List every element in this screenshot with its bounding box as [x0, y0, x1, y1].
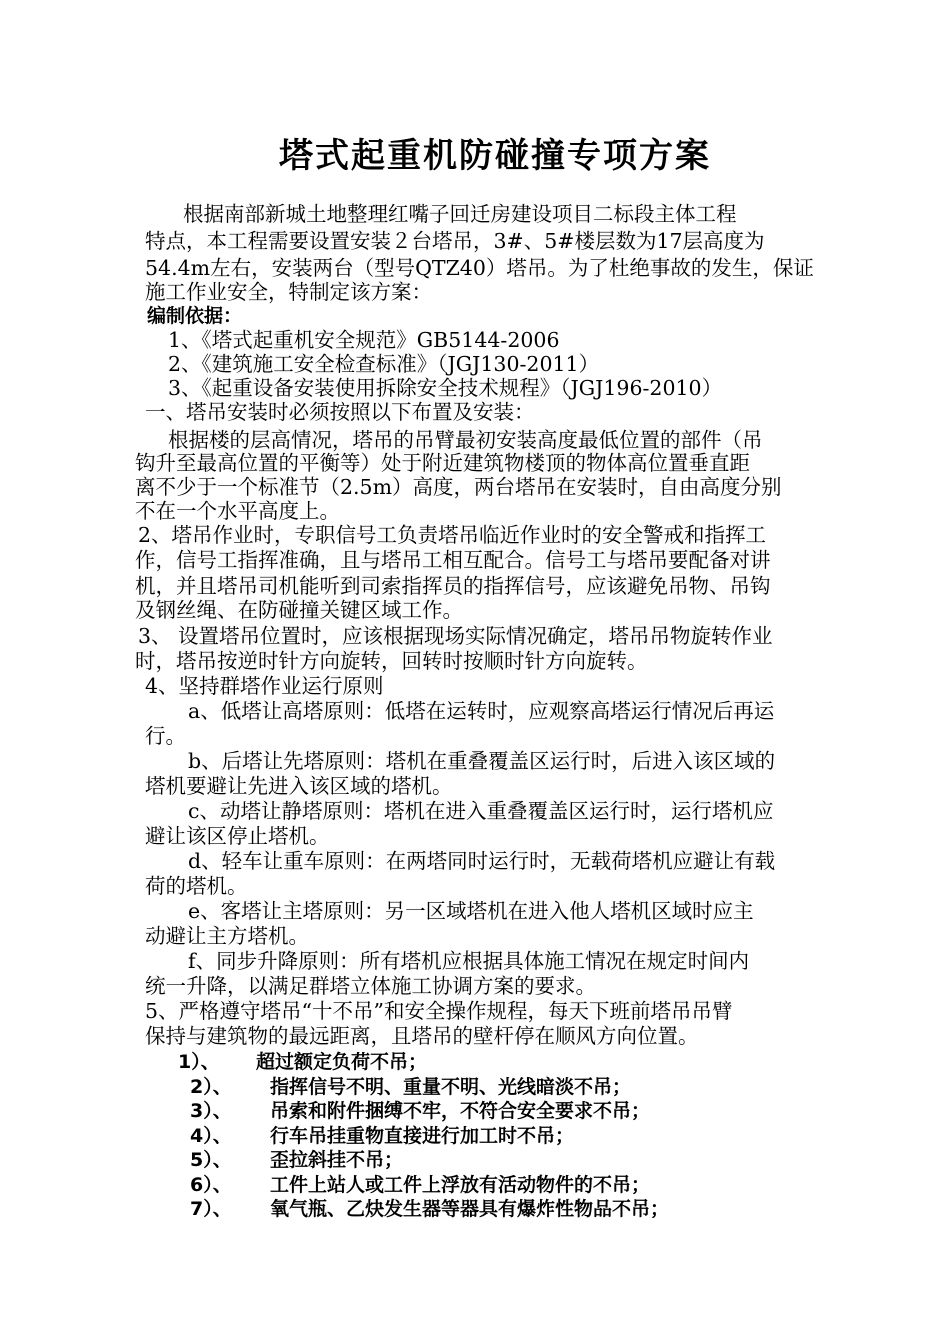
intro-line: 施工作业安全，特制定该方案： — [145, 280, 432, 304]
rule-item — [190, 1099, 650, 1123]
section3-line: 3、 设置塔吊位置时，应该根据现场实际情况确定，塔吊吊物旋转作业 — [138, 624, 773, 648]
principle-line: 避让该区停止塔机。 — [145, 824, 330, 848]
section2-line: 2、塔吊作业时，专职信号工负责塔吊临近作业时的安全警戒和指挥工 — [138, 523, 767, 547]
rule-item — [190, 1124, 574, 1148]
intro-line: 54.4m左右，安装两台（型号QTZ40）塔吊。为了杜绝事故的发生，保证 — [145, 256, 814, 280]
rule-text: 指挥信号不明、重量不明、光线暗淡不吊； — [270, 1076, 632, 1098]
rule-text: 工件上站人或工件上浮放有活动物件的不吊； — [270, 1174, 651, 1196]
rule-number: 1）、 — [178, 1051, 220, 1073]
section5-line: 保持与建筑物的最远距离，且塔吊的壁杆停在顺风方向位置。 — [145, 1024, 699, 1048]
principle-line: d、轻车让重车原则：在两塔同时运行时，无载荷塔机应避让有载 — [188, 849, 776, 873]
rule-text: 氧气瓶、乙炔发生器等器具有爆炸性物品不吊； — [270, 1198, 670, 1220]
principle-line: 行。 — [145, 724, 186, 748]
rule-item — [190, 1197, 669, 1221]
rule-number: 2）、 — [190, 1076, 232, 1098]
basis-item: 1、《塔式起重机安全规范》GB5144-2006 — [168, 328, 560, 352]
rule-item — [178, 1050, 427, 1074]
rule-text: 行车吊挂重物直接进行加工时不吊； — [270, 1125, 575, 1147]
section2-line: 及钢丝绳、在防碰撞关键区域工作。 — [135, 598, 463, 622]
rule-number: 7）、 — [190, 1198, 232, 1220]
principle-line: 塔机要避让先进入该区域的塔机。 — [145, 774, 453, 798]
rule-text: 超过额定负荷不吊； — [256, 1051, 428, 1073]
section5-line: 5、严格遵守塔吊“十不吊”和安全操作规程，每天下班前塔吊吊臂 — [145, 999, 733, 1023]
rule-number: 5）、 — [190, 1149, 232, 1171]
principle-line: 统一升降，以满足群塔立体施工协调方案的要求。 — [145, 974, 596, 998]
intro-line: 特点，本工程需要设置安装２台塔吊，3#、5#楼层数为17层高度为 — [145, 229, 765, 253]
section-heading: 一、塔吊安装时必须按照以下布置及安装： — [145, 400, 535, 424]
principle-line: b、后塔让先塔原则：塔机在重叠覆盖区运行时，后进入该区域的 — [188, 749, 776, 773]
principle-line: f、同步升降原则：所有塔机应根据具体施工情况在规定时间内 — [188, 949, 750, 973]
principle-line: 荷的塔机。 — [145, 874, 248, 898]
principle-line: a、低塔让高塔原则：低塔在运转时，应观察高塔运行情况后再运 — [188, 699, 775, 723]
section2-line: 机，并且塔吊司机能听到司索指挥员的指挥信号，应该避免吊物、吊钩 — [135, 574, 771, 598]
document-title: 塔式起重机防碰撞专项方案 — [279, 136, 711, 176]
section3-line: 时，塔吊按逆时针方向旋转，回转时按顺时针方向旋转。 — [135, 649, 648, 673]
principle-line: c、动塔让静塔原则：塔机在进入重叠覆盖区运行时，运行塔机应 — [188, 799, 774, 823]
basis-heading: 编制依据： — [147, 305, 243, 327]
principle-line: e、客塔让主塔原则：另一区域塔机在进入他人塔机区域时应主 — [188, 899, 754, 923]
rule-number: 6）、 — [190, 1174, 232, 1196]
section1-line: 不在一个水平高度上。 — [135, 499, 340, 523]
rule-item — [190, 1148, 403, 1172]
basis-item: 3、《起重设备安装使用拆除安全技术规程》（JGJ196-2010） — [168, 376, 723, 400]
rule-number: 4）、 — [190, 1125, 232, 1147]
principle-line: 动避让主方塔机。 — [145, 924, 309, 948]
basis-item: 2、《建筑施工安全检查标准》（JGJ130-2011） — [168, 352, 600, 376]
section1-line: 根据楼的层高情况，塔吊的吊臂最初安装高度最低位置的部件（吊 — [168, 428, 763, 452]
rule-item — [190, 1075, 631, 1099]
rule-text: 歪拉斜挂不吊； — [270, 1149, 404, 1171]
intro-line: 根据南部新城土地整理红嘴子回迁房建设项目二标段主体工程 — [183, 202, 737, 226]
rule-number: 3）、 — [190, 1100, 232, 1122]
rule-item — [190, 1173, 650, 1197]
section1-line: 离不少于一个标准节（2.5m）高度，两台塔吊在安装时，自由高度分别 — [135, 475, 782, 499]
rule-text: 吊索和附件捆缚不牢，不符合安全要求不吊； — [270, 1100, 651, 1122]
section2-line: 作，信号工指挥准确，且与塔吊工相互配合。信号工与塔吊要配备对讲 — [135, 548, 771, 572]
section-heading: 4、坚持群塔作业运行原则 — [145, 674, 384, 698]
section1-line: 钩升至最高位置的平衡等）处于附近建筑物楼顶的物体高位置垂直距 — [135, 451, 750, 475]
